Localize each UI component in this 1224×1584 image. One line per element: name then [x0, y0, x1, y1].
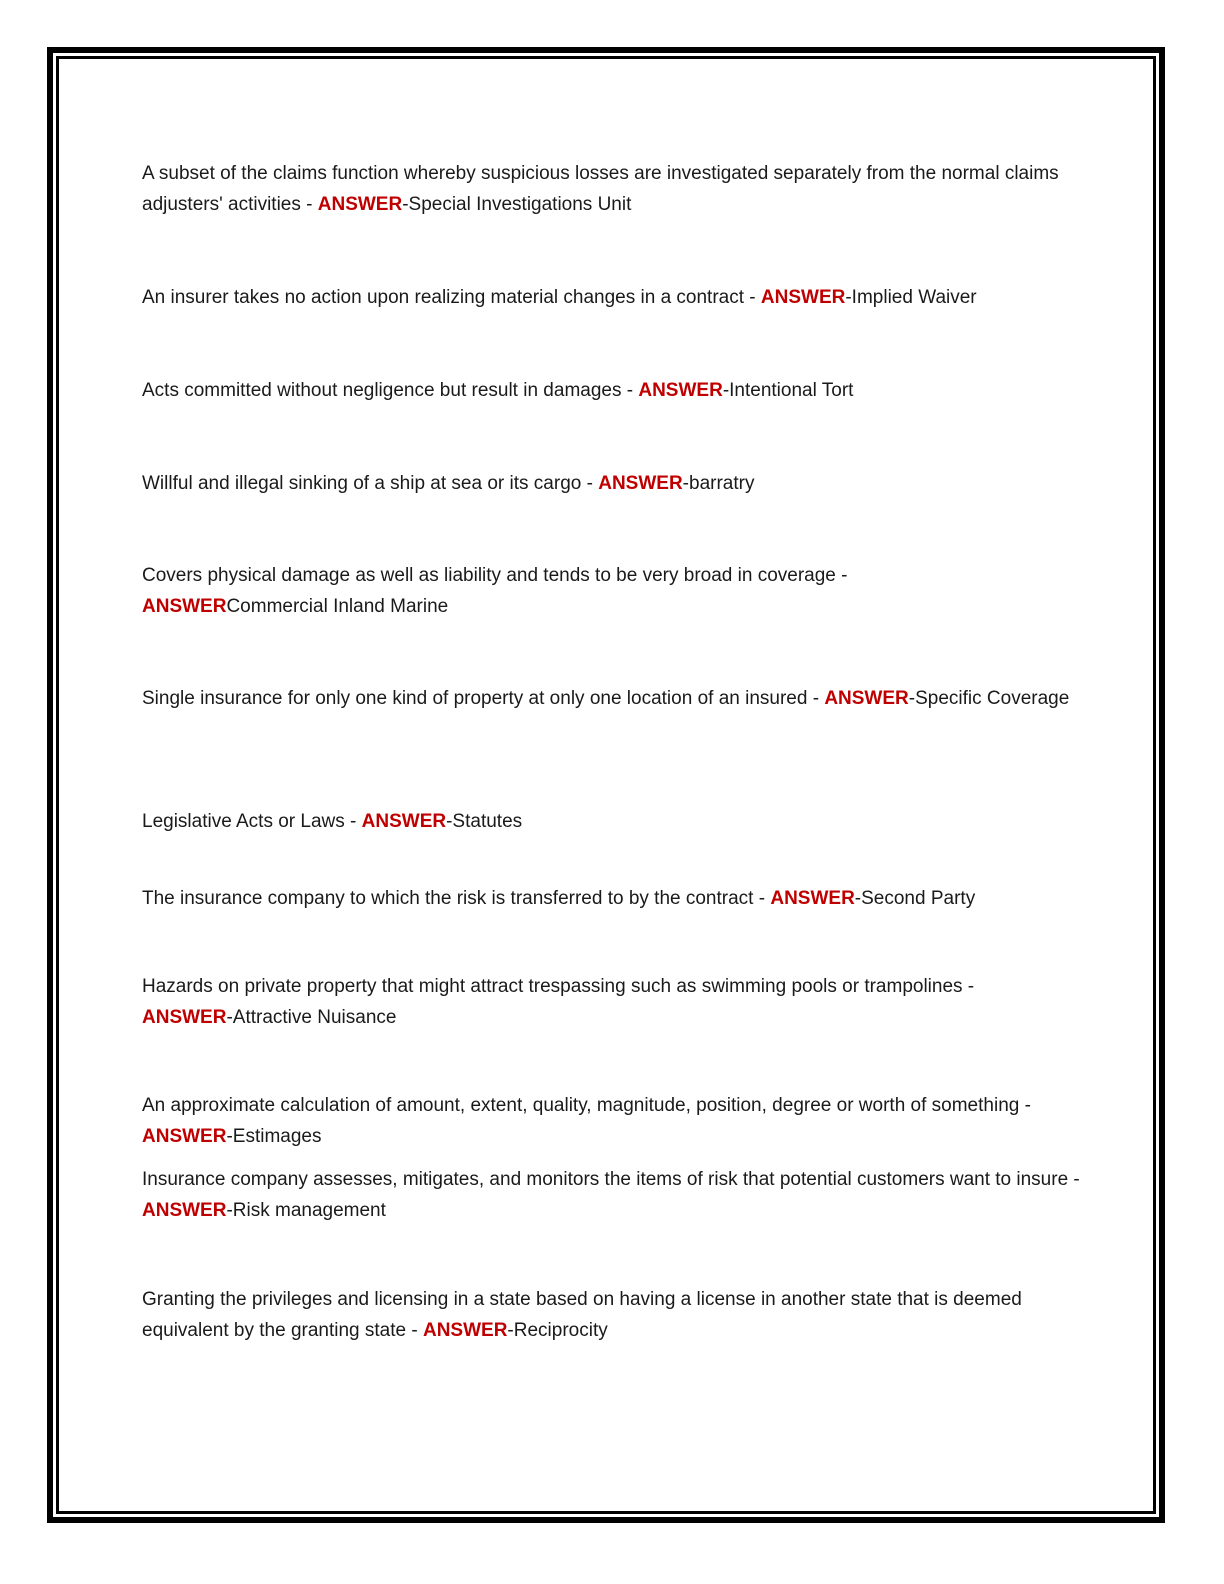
answer-text: -Implied Waiver — [845, 287, 977, 308]
answer-text: -Statutes — [446, 811, 523, 832]
question-text: The insurance company to which the risk is transferred to by the contract - — [142, 888, 771, 909]
answer-text: -Specific Coverage — [908, 688, 1070, 709]
question-text: Legislative Acts or Laws - — [142, 811, 362, 832]
qa-item — [142, 1164, 1082, 1226]
question-text: Granting the privileges and licensing in a state based on having a license in another state that is deemed equivalent by the granting state - — [142, 1289, 1022, 1341]
answer-marker: ANSWER — [638, 380, 723, 401]
question-text: A subset of the claims function whereby suspicious losses are investigated separately from the normal claims adjusters' activities - — [142, 163, 1059, 215]
answer-marker: ANSWER — [361, 811, 447, 832]
qa-item — [142, 683, 1082, 714]
answer-marker: ANSWER — [142, 1126, 227, 1147]
answer-text: -Reciprocity — [507, 1320, 608, 1341]
answer-marker: ANSWER — [142, 1007, 227, 1028]
answer-text: -Attractive Nuisance — [226, 1007, 397, 1028]
qa-item — [142, 468, 1082, 499]
answer-marker: ANSWER — [142, 596, 227, 617]
qa-item — [142, 1284, 1082, 1346]
answer-text: -barratry — [682, 473, 755, 494]
answer-text: -Second Party — [854, 888, 976, 909]
answer-marker: ANSWER — [824, 688, 909, 709]
qa-item — [142, 158, 1082, 220]
answer-text: -Estimages — [226, 1126, 322, 1147]
qa-item — [142, 883, 1082, 914]
qa-item — [142, 971, 1082, 1033]
answer-marker: ANSWER — [598, 473, 683, 494]
answer-text: -Special Investigations Unit — [402, 194, 632, 215]
qa-item — [142, 806, 1082, 837]
question-text: Hazards on private property that might attract trespassing such as swimming pools or trampolines - — [142, 976, 975, 997]
question-text: Acts committed without negligence but result in damages - — [142, 380, 639, 401]
question-text: Covers physical damage as well as liability and tends to be very broad in coverage - — [142, 565, 848, 586]
answer-text: Commercial Inland Marine — [226, 596, 449, 617]
answer-marker: ANSWER — [142, 1200, 227, 1221]
question-text: An insurer takes no action upon realizing material changes in a contract - — [142, 287, 761, 308]
answer-marker: ANSWER — [770, 888, 855, 909]
qa-item — [142, 1090, 1082, 1152]
answer-marker: ANSWER — [760, 287, 846, 308]
answer-marker: ANSWER — [317, 194, 403, 215]
answer-text: -Intentional Tort — [722, 380, 854, 401]
question-text: An approximate calculation of amount, extent, quality, magnitude, position, degree or worth of something - — [142, 1095, 1031, 1116]
qa-item — [142, 282, 1082, 313]
qa-item — [142, 375, 1082, 406]
answer-marker: ANSWER — [422, 1320, 508, 1341]
answer-text: -Risk management — [226, 1200, 386, 1221]
question-text: Insurance company assesses, mitigates, and monitors the items of risk that potential customers want to insure - — [142, 1169, 1080, 1190]
question-text: Single insurance for only one kind of property at only one location of an insured - — [142, 688, 825, 709]
question-text: Willful and illegal sinking of a ship at sea or its cargo - — [142, 473, 599, 494]
qa-item — [142, 560, 1082, 622]
